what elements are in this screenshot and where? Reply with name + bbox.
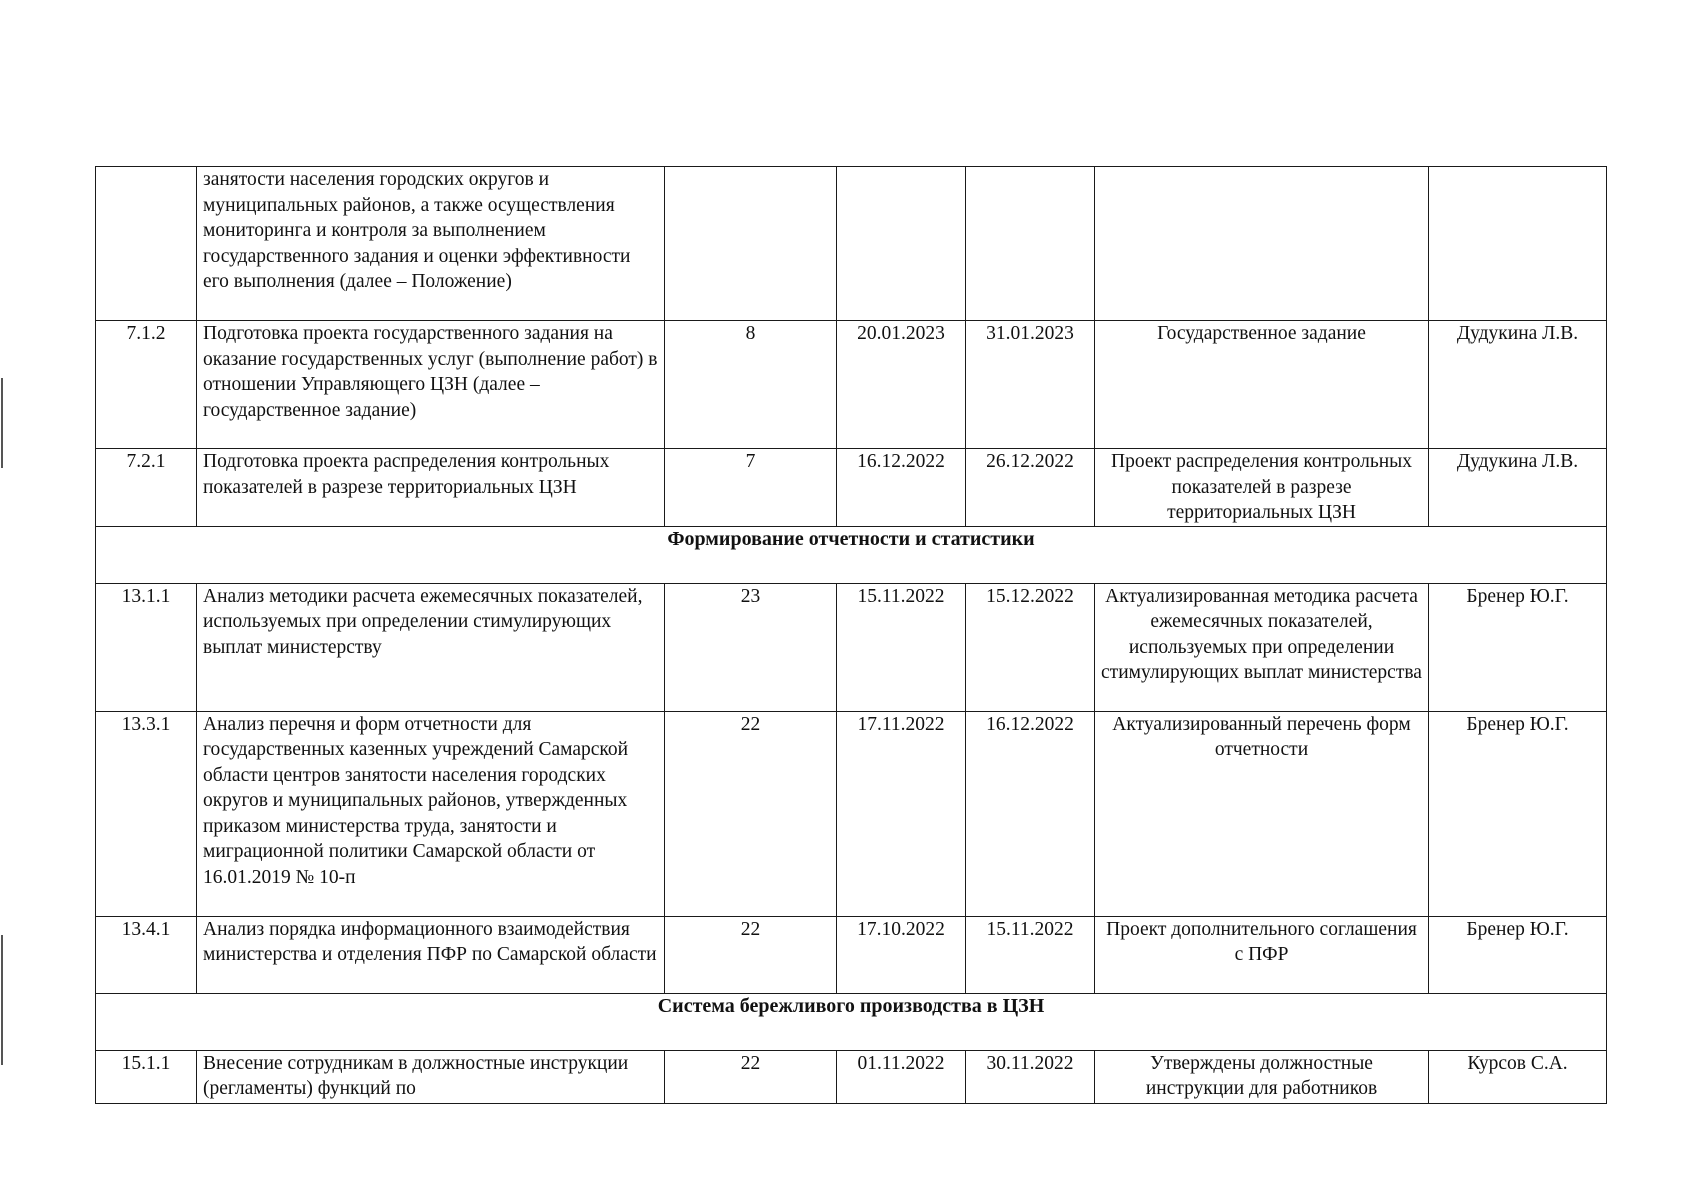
item-number: 15.1.1 [96, 1050, 197, 1103]
item-end-date: 15.12.2022 [966, 583, 1095, 711]
table-row [96, 167, 1607, 321]
item-end-date: 26.12.2022 [966, 449, 1095, 527]
item-result: Проект распределения контрольных показателей в разрезе территориальных ЦЗН [1095, 449, 1429, 527]
item-result: Утверждены должностные инструкции для работников [1095, 1050, 1429, 1103]
item-responsible: Бренер Ю.Г. [1429, 583, 1607, 711]
item-start-date: 17.11.2022 [837, 711, 966, 916]
item-end-date: 31.01.2023 [966, 321, 1095, 449]
item-days: 7 [665, 449, 837, 527]
scan-edge-mark [1, 935, 3, 1065]
item-number: 7.2.1 [96, 449, 197, 527]
item-end-date: 16.12.2022 [966, 711, 1095, 916]
item-number: 7.1.2 [96, 321, 197, 449]
item-responsible: Бренер Ю.Г. [1429, 916, 1607, 993]
item-start-date: 20.01.2023 [837, 321, 966, 449]
section-title: Система бережливого производства в ЦЗН [96, 993, 1607, 1050]
item-number: 13.3.1 [96, 711, 197, 916]
item-days: 22 [665, 916, 837, 993]
item-result: Актуализированная методика расчета ежемесячных показателей, используемых при определении стимулирующих выплат министерства [1095, 583, 1429, 711]
table-row [96, 711, 1607, 916]
item-result: Актуализированный перечень форм отчетности [1095, 711, 1429, 916]
table-row [96, 321, 1607, 449]
item-end-date [966, 167, 1095, 321]
item-responsible [1429, 167, 1607, 321]
item-start-date: 17.10.2022 [837, 916, 966, 993]
item-responsible: Курсов С.А. [1429, 1050, 1607, 1103]
item-name: занятости населения городских округов и муниципальных районов, а также осуществления мониторинга и контроля за выполнением государственного задания и оценки эффективности его выполнения (далее – Положение) [197, 167, 665, 321]
item-result [1095, 167, 1429, 321]
item-start-date: 16.12.2022 [837, 449, 966, 527]
scan-edge-mark [1, 378, 3, 468]
item-days [665, 167, 837, 321]
item-start-date: 15.11.2022 [837, 583, 966, 711]
item-start-date [837, 167, 966, 321]
item-result: Государственное задание [1095, 321, 1429, 449]
item-start-date: 01.11.2022 [837, 1050, 966, 1103]
table-row [96, 916, 1607, 993]
item-name: Подготовка проекта распределения контрольных показателей в разрезе территориальных ЦЗН [197, 449, 665, 527]
plan-table [95, 166, 1607, 1104]
item-responsible: Дудукина Л.В. [1429, 449, 1607, 527]
item-result: Проект дополнительного соглашения с ПФР [1095, 916, 1429, 993]
item-name: Подготовка проекта государственного задания на оказание государственных услуг (выполнение работ) в отношении Управляющего ЦЗН (далее – государственное задание) [197, 321, 665, 449]
item-responsible: Бренер Ю.Г. [1429, 711, 1607, 916]
item-name: Анализ порядка информационного взаимодействия министерства и отделения ПФР по Самарской области [197, 916, 665, 993]
section-row [96, 993, 1607, 1050]
item-number: 13.4.1 [96, 916, 197, 993]
table-row [96, 449, 1607, 527]
table-row [96, 1050, 1607, 1103]
item-end-date: 15.11.2022 [966, 916, 1095, 993]
item-days: 8 [665, 321, 837, 449]
item-number [96, 167, 197, 321]
item-days: 22 [665, 711, 837, 916]
item-days: 22 [665, 1050, 837, 1103]
item-end-date: 30.11.2022 [966, 1050, 1095, 1103]
item-responsible: Дудукина Л.В. [1429, 321, 1607, 449]
section-title: Формирование отчетности и статистики [96, 526, 1607, 583]
item-number: 13.1.1 [96, 583, 197, 711]
item-days: 23 [665, 583, 837, 711]
item-name: Анализ методики расчета ежемесячных показателей, используемых при определении стимулирующих выплат министерству [197, 583, 665, 711]
item-name: Анализ перечня и форм отчетности для государственных казенных учреждений Самарской области центров занятости населения городских округов и муниципальных районов, утвержденных приказом министерства труда, занятости и миграционной политики Самарской области от 16.01.2019 № 10-п [197, 711, 665, 916]
item-name: Внесение сотрудникам в должностные инструкции (регламенты) функций по [197, 1050, 665, 1103]
table-row [96, 583, 1607, 711]
section-row [96, 526, 1607, 583]
